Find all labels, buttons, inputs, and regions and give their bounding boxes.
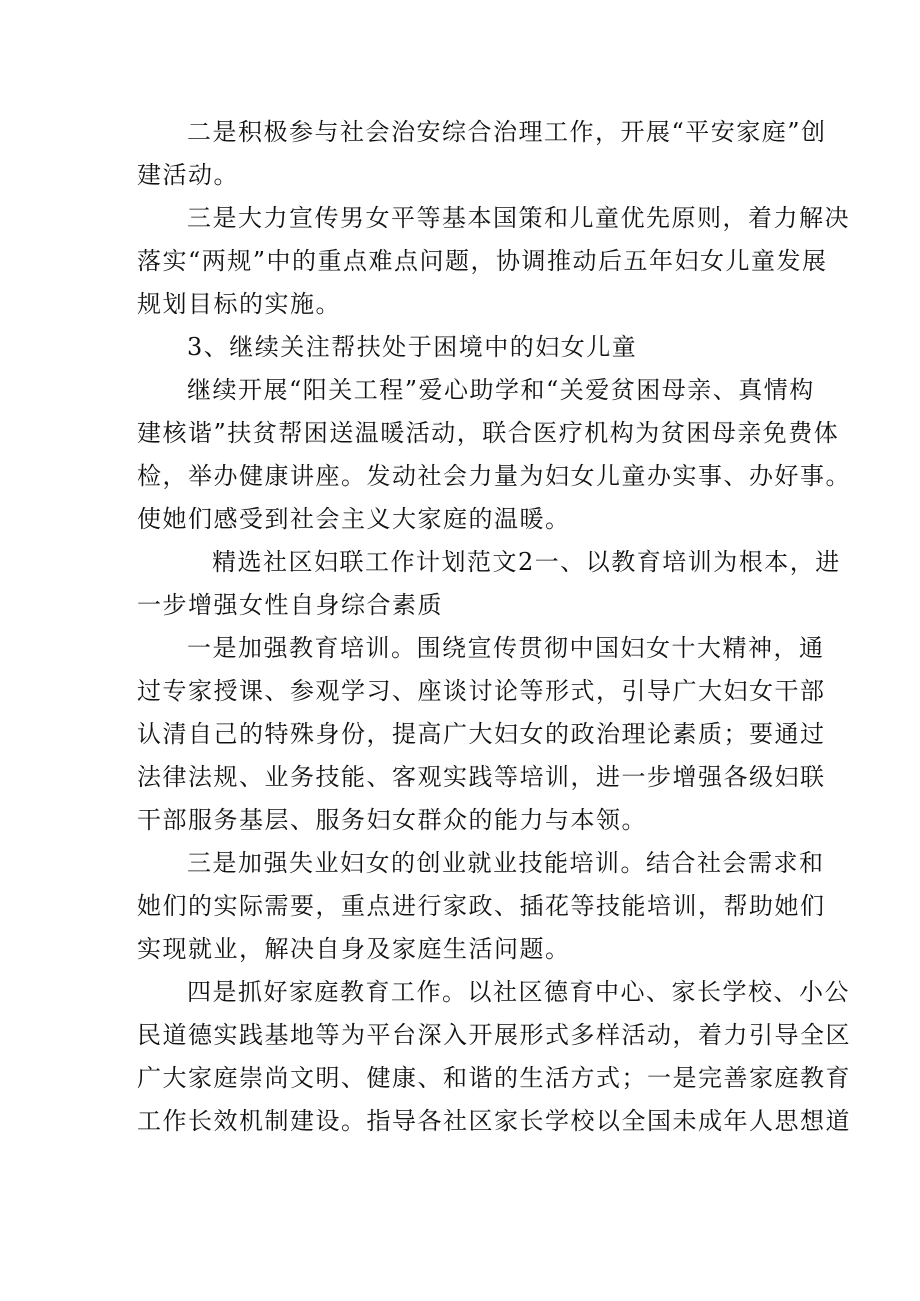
paragraph-line: 民道德实践基地等为平台深入开展形式多样活动，着力引导全区 [137, 1021, 851, 1049]
paragraph-line: 使她们感受到社会主义大家庭的温暖。 [137, 505, 571, 533]
paragraph-line: 广大家庭崇尚文明、健康、和谐的生活方式；一是完善家庭教育 [137, 1064, 851, 1092]
paragraph-line: 规划目标的实施。 [137, 290, 341, 318]
paragraph-line: 干部服务基层、服务妇女群众的能力与本领。 [137, 806, 647, 834]
paragraph-line: 落实“两规”中的重点难点问题，协调推动后五年妇女儿童发展 [137, 247, 828, 275]
paragraph-line: 三是加强失业妇女的创业就业技能培训。结合社会需求和 [187, 849, 825, 877]
paragraph-line: 三是大力宣传男女平等基本国策和儿童优先原则，着力解决 [187, 204, 850, 232]
paragraph-line: 认清自己的特殊身份，提高广大妇女的政治理论素质；要通过 [137, 720, 826, 748]
paragraph-line: 检，举办健康讲座。发动社会力量为妇女儿童办实事、办好事。 [137, 462, 851, 490]
paragraph-line: 建核谐”扶贫帮困送温暖活动，联合医疗机构为贫困母亲免费体 [137, 419, 840, 447]
paragraph-line: 法律法规、业务技能、客观实践等培训，进一步增强各级妇联 [137, 763, 826, 791]
paragraph-line: 工作长效机制建设。指导各社区家长学校以全国未成年人思想道 [137, 1107, 851, 1135]
section-title: 精选社区妇联工作计划范文2一、以教育培训为根本，进 [212, 548, 841, 576]
paragraph-line: 一是加强教育培训。围绕宣传贯彻中国妇女十大精神，通 [187, 634, 825, 662]
paragraph-line: 实现就业，解决自身及家庭生活问题。 [137, 935, 571, 963]
paragraph-line: 四是抓好家庭教育工作。以社区德育中心、家长学校、小公 [187, 978, 850, 1006]
section-heading: 3、继续关注帮扶处于困境中的妇女儿童 [187, 333, 638, 361]
paragraph-line: 过专家授课、参观学习、座谈讨论等形式，引导广大妇女干部 [137, 677, 826, 705]
paragraph-line: 建活动。 [137, 161, 239, 189]
section-title: 一步增强女性自身综合素质 [137, 591, 443, 619]
paragraph-line: 二是积极参与社会治安综合治理工作，开展“平安家庭”创 [187, 118, 827, 146]
paragraph-line: 继续开展“阳关工程”爱心助学和“关爱贫困母亲、真情构 [187, 376, 815, 404]
paragraph-line: 她们的实际需要，重点进行家政、插花等技能培训，帮助她们 [137, 892, 826, 920]
